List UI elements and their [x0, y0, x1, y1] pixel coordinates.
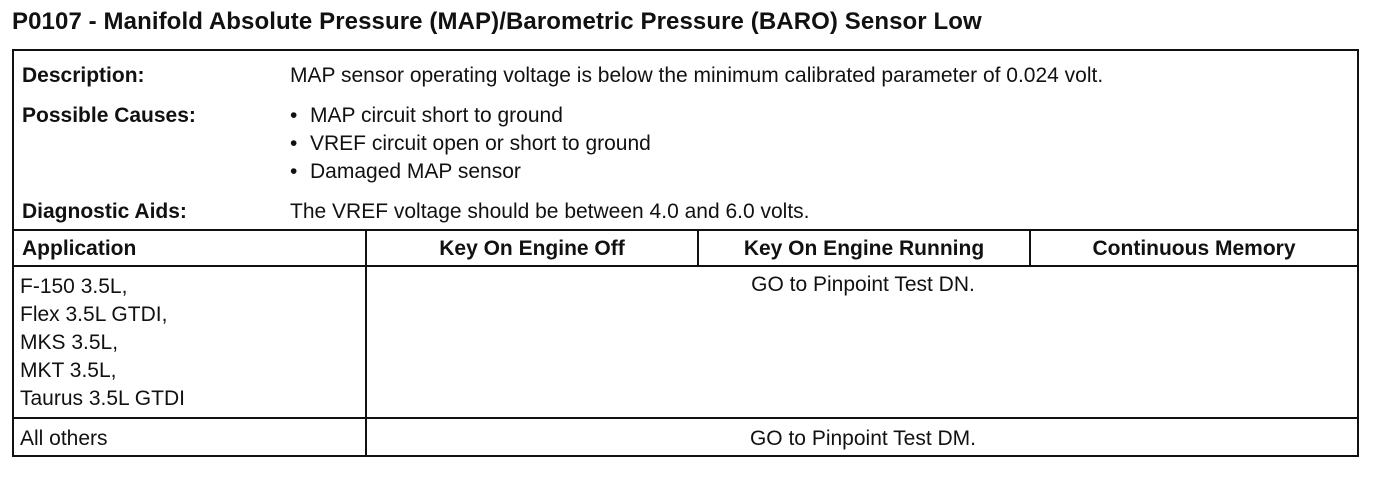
diagnostic-table	[12, 49, 1359, 457]
row-action: GO to Pinpoint Test DN.	[751, 273, 975, 296]
header-koeo: Key On Engine Off	[439, 237, 625, 260]
application-item: Taurus 3.5L GTDI	[20, 387, 185, 410]
possible-causes-label: Possible Causes:	[22, 104, 196, 127]
header-continuous-memory: Continuous Memory	[1092, 237, 1296, 260]
divider	[14, 417, 1357, 419]
cause-item: • VREF circuit open or short to ground	[290, 132, 651, 155]
application-item: MKS 3.5L,	[20, 331, 119, 354]
application-item: All others	[20, 427, 108, 450]
header-application: Application	[22, 237, 137, 260]
cause-item: • MAP circuit short to ground	[290, 104, 563, 127]
application-item: MKT 3.5L,	[20, 359, 117, 382]
description-text: MAP sensor operating voltage is below the minimum calibrated parameter of 0.024 volt.	[290, 64, 1104, 87]
diagnostic-aids-label: Diagnostic Aids:	[22, 200, 187, 223]
page-title: P0107 - Manifold Absolute Pressure (MAP)/Barometric Pressure (BARO) Sensor Low	[12, 8, 982, 35]
divider	[14, 229, 1357, 231]
application-item: F-150 3.5L,	[20, 275, 128, 298]
description-label: Description:	[22, 64, 145, 87]
cause-item: • Damaged MAP sensor	[290, 160, 521, 183]
application-list	[20, 273, 185, 413]
row-action: GO to Pinpoint Test DM.	[749, 427, 977, 450]
divider	[14, 265, 1357, 267]
header-koer: Key On Engine Running	[743, 237, 985, 260]
application-item: Flex 3.5L GTDI,	[20, 303, 168, 326]
diagnostic-aids-text: The VREF voltage should be between 4.0 and 6.0 volts.	[290, 200, 810, 223]
